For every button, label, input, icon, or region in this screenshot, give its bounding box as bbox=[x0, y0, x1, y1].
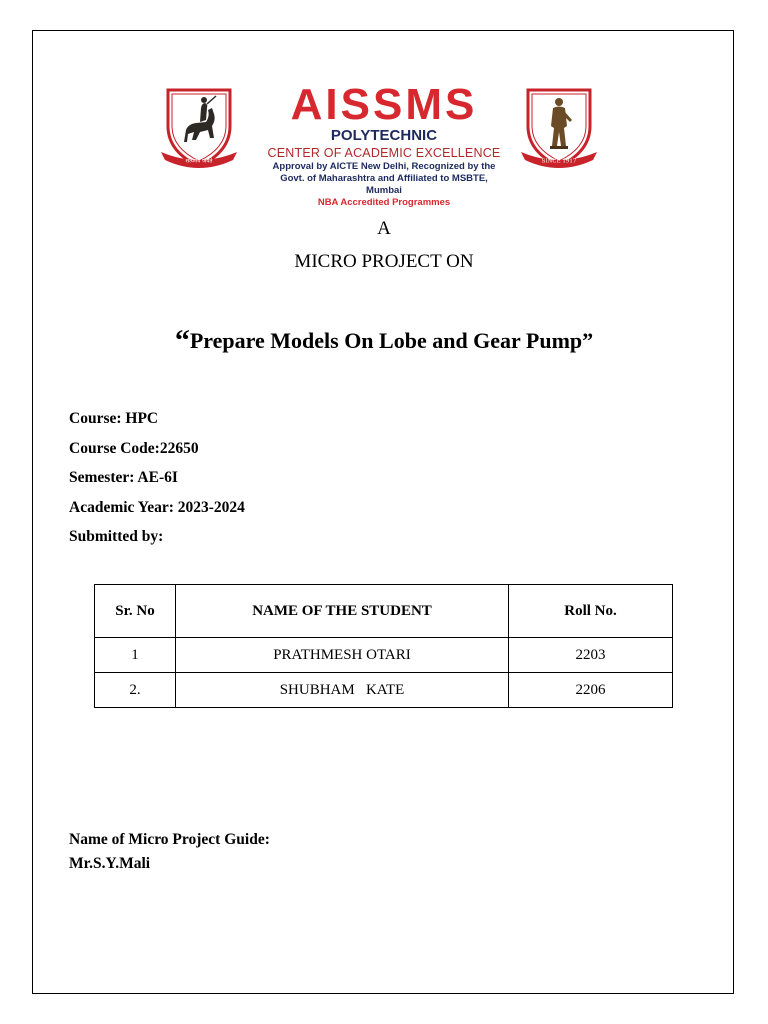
header-student-name: NAME OF THE STUDENT bbox=[176, 585, 509, 638]
cell-student-name: SHUBHAM KATE bbox=[176, 673, 509, 708]
project-title bbox=[0, 324, 768, 358]
project-title-text: Prepare Models On Lobe and Gear Pump bbox=[189, 328, 583, 353]
approval-line-2: Govt. of Maharashtra and Affiliated to MSBTE, Mumbai bbox=[280, 173, 488, 196]
svg-text:सत्यमेव जयते: सत्यमेव जयते bbox=[185, 158, 213, 165]
right-crest-logo bbox=[520, 86, 598, 170]
cell-sr-no: 2. bbox=[95, 673, 176, 708]
svg-text:SINCE 1917: SINCE 1917 bbox=[541, 158, 577, 165]
title-open-quote: “ bbox=[174, 324, 190, 357]
table-row bbox=[95, 673, 673, 708]
cell-roll-no: 2203 bbox=[509, 638, 673, 673]
cell-student-name: PRATHMESH OTARI bbox=[176, 638, 509, 673]
semester-line: Semester: AE-6I bbox=[69, 469, 178, 486]
institute-type: POLYTECHNIC bbox=[330, 127, 438, 144]
institute-tagline: CENTER OF ACADEMIC EXCELLENCE bbox=[267, 146, 501, 160]
institute-brand bbox=[262, 82, 506, 209]
cell-sr-no: 1 bbox=[95, 638, 176, 673]
cover-line-a: A bbox=[377, 218, 391, 239]
cell-roll-no: 2206 bbox=[509, 673, 673, 708]
header-roll-no: Roll No. bbox=[509, 585, 673, 638]
table-header-row bbox=[95, 585, 673, 638]
institute-name: AISSMS bbox=[290, 80, 478, 129]
submitted-by-line: Submitted by: bbox=[69, 528, 164, 545]
institute-header bbox=[160, 80, 600, 208]
course-line: Course: HPC bbox=[69, 410, 159, 427]
course-code-line: Course Code:22650 bbox=[69, 439, 199, 457]
left-crest-logo bbox=[160, 86, 238, 170]
guide-label: Name of Micro Project Guide: bbox=[69, 831, 270, 848]
course-info bbox=[69, 408, 245, 556]
header-sr-no: Sr. No bbox=[95, 585, 176, 638]
academic-year-line: Academic Year: 2023-2024 bbox=[69, 498, 245, 516]
guide-name: Mr.S.Y.Mali bbox=[69, 855, 151, 872]
project-guide bbox=[69, 828, 270, 876]
table-row bbox=[95, 638, 673, 673]
approval-line-1: Approval by AICTE New Delhi, Recognized by the bbox=[272, 161, 496, 172]
nba-accreditation: NBA Accredited Programmes bbox=[317, 197, 451, 208]
students-table bbox=[94, 584, 673, 708]
cover-micro-project-on: MICRO PROJECT ON bbox=[294, 251, 474, 272]
title-close-quote: ” bbox=[582, 328, 594, 353]
